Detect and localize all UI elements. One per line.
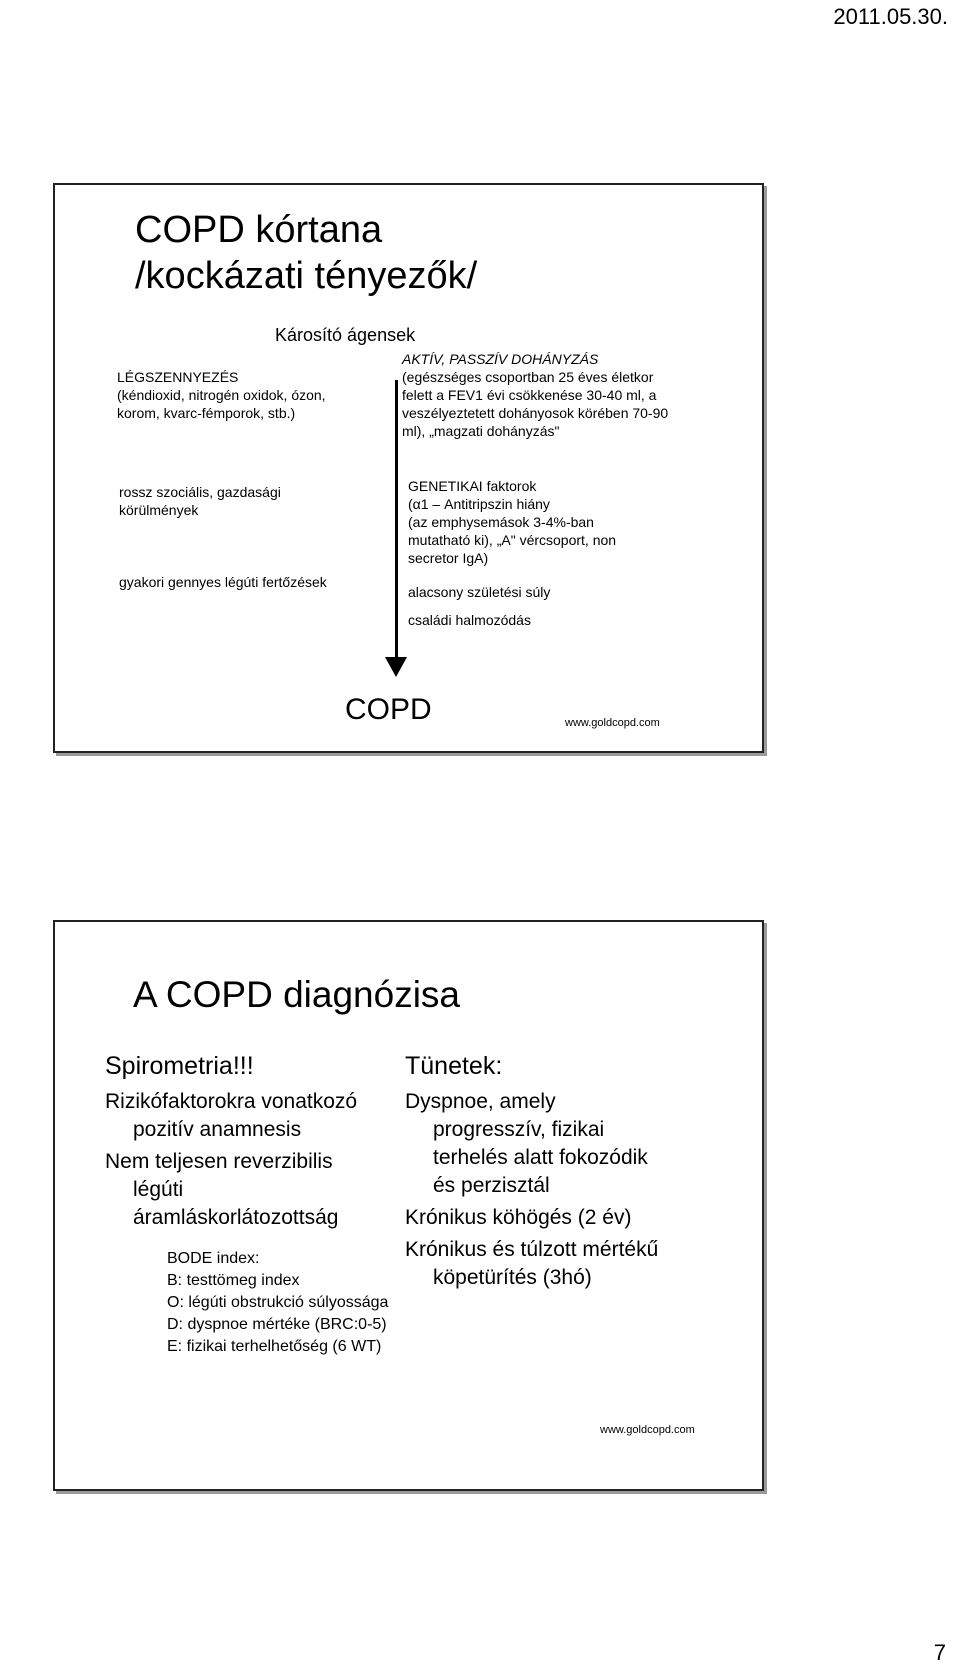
infections-text: gyakori gennyes légúti fertőzések: [119, 574, 327, 590]
bode-index-block: BODE index: B: testtömeg index O: légúti obstrukció súlyossága D: dyspnoe mértéke (BRC:0-5) E: fizikai terhelhetőség (6 WT): [167, 1250, 389, 1355]
air-pollution-block: LÉGSZENNYEZÉS (kéndioxid, nitrogén oxidok, ózon, korom, kvarc-fémporok, stb.): [117, 369, 326, 421]
slide-copd-diagnosis: [53, 920, 764, 1491]
smoking-block: AKTÍV, PASSZÍV DOHÁNYZÁS (egészséges csoportban 25 éves életkor felett a FEV1 évi csökkenése 30-40 ml, a veszélyeztetett dohányosok körében 70-90 ml), „magzati dohányzás": [402, 351, 669, 439]
slide1-url[interactable]: www.goldcopd.com: [565, 717, 660, 729]
slide2-url[interactable]: www.goldcopd.com: [600, 1424, 695, 1436]
social-factors-block: rossz szociális, gazdasági körülmények: [119, 484, 281, 518]
symptoms-heading: Tünetek:: [405, 1052, 503, 1080]
birth-weight-text: alacsony születési súly: [408, 584, 551, 600]
slide1-subtitle: Károsító ágensek: [275, 325, 416, 345]
genetic-factors-block: GENETIKAI faktorok (α1 – Antitripszin hiány (az emphysemások 3-4%-ban mutatható ki), „A" vércsoport, non secretor IgA): [408, 478, 617, 566]
slide-copd-risk-factors: [53, 183, 764, 753]
copd-label: COPD: [345, 693, 432, 726]
symptoms-list: Dyspnoe, amely progresszív, fizikai terhelés alatt fokozódik és perzisztál Krónikus köhögés (2 év) Krónikus és túlzott mértékű köpetürítés (3hó): [405, 1090, 659, 1289]
header-date: 2011.05.30.: [833, 4, 948, 29]
page-number: 7: [933, 1640, 946, 1665]
arrow-down-icon: [385, 657, 407, 677]
spirometry-heading: Spirometria!!!: [105, 1052, 254, 1080]
family-text: családi halmozódás: [408, 612, 531, 628]
arrow-shaft: [395, 380, 398, 660]
slide2-title: A COPD diagnózisa: [133, 974, 461, 1015]
risk-factor-history: Rizikófaktorokra vonatkozó pozitív anamnesis Nem teljesen reverzibilis légúti áramláskorlátozottság: [105, 1090, 358, 1229]
slide1-title: COPD kórtana /kockázati tényezők/: [135, 209, 478, 297]
